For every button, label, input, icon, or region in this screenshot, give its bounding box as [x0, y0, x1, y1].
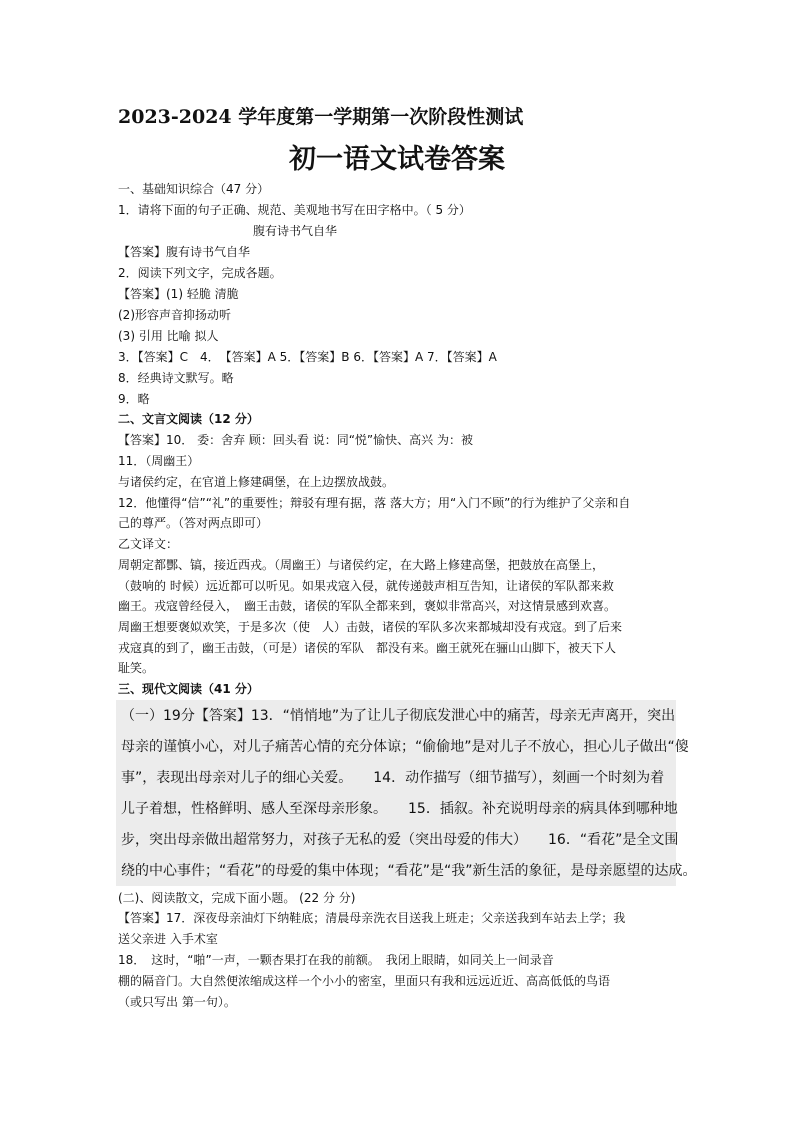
highlighted-answer-block — [116, 700, 679, 886]
answer-line: 8．经典诗文默写。略 — [118, 371, 234, 385]
answer-line: 棚的隔音门。大自然便浓缩成这样一个小小的密室，里面只有我和远远近近、高高低低的鸟语 — [118, 974, 611, 988]
highlighted-answer-line: 绕的中心事件；“看花”的母爱的集中体现；“看花”是“我”新生活的象征，是母亲愿望的达成。 — [121, 863, 697, 879]
translation-line: 戎寇真的到了，幽王击鼓，（可是）诸侯的军队 都没有来。幽王就死在骊山山脚下，被天下人 — [118, 641, 617, 655]
highlighted-answer-line: 步，突出母亲做出超常努力，对孩子无私的爱（突出母爱的伟大） 16．“看花”是全文围 — [121, 832, 679, 848]
answer-line: (3) 引用 比喻 拟人 — [118, 329, 219, 343]
answer-line: 【答案】腹有诗书气自华 — [118, 245, 251, 259]
answer-line: 【答案】10． 委：舍弃 顾：回头看 说：同“悦”愉快、高兴 为：被 — [118, 433, 473, 447]
translation-line: 耻笑。 — [118, 661, 155, 675]
calligraphy-sentence: 腹有诗书气自华 — [253, 224, 338, 238]
answer-line: 11．（周幽王） — [118, 454, 200, 468]
answer-line: 9．略 — [118, 392, 150, 406]
answer-line: 与诸侯约定，在官道上修建碉堡，在上边摆放战鼓。 — [118, 475, 395, 489]
section-heading-classical: 二、文言文阅读（12 分） — [118, 412, 259, 426]
answer-line: 12．他懂得“信”“礼”的重要性；辩驳有理有据，落 落大方；用“入门不顾”的行为维护了父亲和自 — [118, 496, 631, 510]
highlighted-answer-line: （一）19分【答案】13．“悄悄地”为了让儿子彻底发泄心中的痛苦，母亲无声离开，突出 — [121, 708, 676, 724]
question-line: 2．阅读下列文字，完成各题。 — [118, 266, 282, 280]
exam-title: 2023-2024 学年度第一学期第一次阶段性测试 — [118, 106, 524, 128]
answer-line: 【答案】(1) 轻脆 清脆 — [118, 287, 239, 301]
answer-line: 3．【答案】C 4． 【答案】A 5．【答案】B 6．【答案】A 7．【答案】A — [118, 350, 497, 364]
section-heading-basics: 一、基础知识综合（47 分） — [118, 182, 270, 196]
answer-line: 【答案】17．深夜母亲油灯下纳鞋底；清晨母亲洗衣目送我上班走；父亲送我到车站去上学；我 — [118, 911, 626, 925]
highlighted-answer-line: 事”，表现出母亲对儿子的细心关爱。 14．动作描写（细节描写），刻画一个时刻为着 — [121, 770, 665, 786]
answer-line: 18． 这时，“啪”一声，一颗杏果打在我的前额。 我闭上眼睛，如同关上一间录音 — [118, 953, 554, 967]
answer-line: （或只写出 第一句）。 — [118, 995, 236, 1009]
answer-line: 己的尊严。（答对两点即可） — [118, 516, 269, 530]
question-line: (二)、阅读散文，完成下面小题。 (22 分 分) — [118, 891, 356, 905]
question-line: 1．请将下面的句子正确、规范、美观地书写在田字格中。（ 5 分） — [118, 203, 471, 217]
answer-line: (2)形容声音抑扬动听 — [118, 308, 231, 322]
translation-line: 周朝定都酆、镐，接近西戎。（周幽王）与诸侯约定，在大路上修建高堡，把鼓放在高堡上， — [118, 558, 605, 572]
highlighted-answer-line: 母亲的谨慎小心，对儿子痛苦心情的充分体谅；“偷偷地”是对儿子不放心，担心儿子做出“傻 — [121, 739, 689, 755]
highlighted-answer-line: 儿子着想，性格鲜明、感人至深母亲形象。 15．插叙。补充说明母亲的病具体到哪种地 — [121, 801, 678, 817]
translation-line: 周幽王想要褒姒欢笑，于是多次（使 人）击鼓，诸侯的军队多次来都城却没有戎寇。到了后来 — [118, 620, 623, 634]
translation-line: （鼓响的 时候）远近都可以听见。如果戎寇入侵，就传递鼓声相互告知，让诸侯的军队都来救 — [118, 579, 614, 593]
translation-heading: 乙文译文： — [118, 537, 179, 551]
answer-sheet-heading: 初一语文试卷答案 — [289, 144, 505, 175]
section-heading-modern: 三、现代文阅读（41 分） — [118, 682, 259, 696]
translation-line: 幽王。戎寇曾经侵入， 幽王击鼓，诸侯的军队全都来到，褒姒非常高兴，对这情景感到欢喜。 — [118, 599, 617, 613]
answer-line: 送父亲进 入手术室 — [118, 932, 218, 946]
